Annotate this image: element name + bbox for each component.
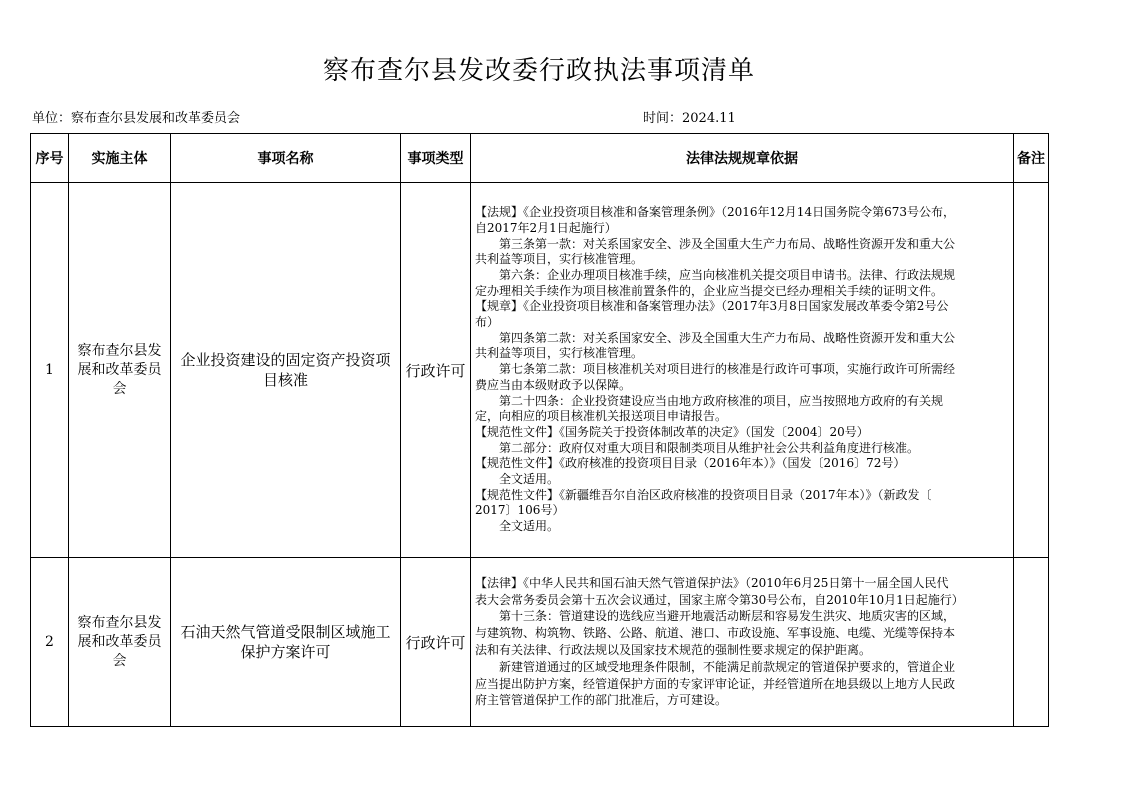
- legal-basis-line: 第七条第二款：项目核准机关对项目进行的核准是行政许可事项，实施行政许可所需经: [499, 362, 956, 377]
- table-row: [31, 558, 1049, 727]
- row-item-type: 行政许可: [401, 558, 471, 727]
- table-row: [31, 183, 1049, 558]
- row-org: 察布查尔县发展和改革委员会: [69, 183, 171, 558]
- legal-basis-line: 【规范性文件】《国务院关于投资体制改革的决定》（国发〔2004〕20号）: [475, 424, 869, 439]
- legal-basis-line: 第三条第一款：对关系国家安全、涉及全国重大生产力布局、战略性资源开发和重大公: [499, 236, 956, 251]
- legal-basis-line: 与建筑物、构筑物、铁路、公路、航道、港口、市政设施、军事设施、电缆、光缆等保持本: [475, 626, 956, 641]
- legal-basis-line: 【规范性文件】《政府核准的投资项目目录（2016年本）》（国发〔2016〕72号）: [475, 456, 906, 471]
- legal-basis-line: 定，向相应的项目核准机关报送项目申请报告。: [475, 409, 728, 424]
- header-type: 事项类型: [401, 134, 471, 183]
- legal-basis-line: 【法律】《中华人民共和国石油天然气管道保护法》（2010年6月25日第十一届全国人民代: [475, 575, 949, 590]
- header-basis: 法律法规规章依据: [471, 134, 1014, 183]
- row-item-type: 行政许可: [401, 183, 471, 558]
- row-item-name: 企业投资建设的固定资产投资项目核准: [171, 183, 401, 558]
- legal-basis-line: 新建管道通过的区域受地理条件限制，不能满足前款规定的管道保护要求的，管道企业: [499, 659, 956, 674]
- header-note: 备注: [1014, 134, 1049, 183]
- legal-basis-line: 共利益等项目，实行核准管理。: [475, 252, 644, 267]
- header-org: 实施主体: [69, 134, 171, 183]
- row-legal-basis: [471, 183, 1014, 558]
- legal-basis-line: 法和有关法律、行政法规以及国家技术规范的强制性要求规定的保护距离。: [475, 643, 872, 657]
- legal-basis-line: 费应当由本级财政予以保障。: [475, 377, 632, 392]
- legal-basis-line: 布）: [475, 315, 500, 330]
- time-label: 时间：2024.11: [643, 111, 736, 126]
- legal-basis-line: 表大会常务委员会第十五次会议通过，国家主席令第30号公布，自2010年10月1日起施行）: [475, 592, 964, 607]
- row-item-name: 石油天然气管道受限制区域施工保护方案许可: [171, 558, 401, 727]
- page-title: 察布查尔县发改委行政执法事项清单: [322, 56, 755, 86]
- row-legal-basis: [471, 558, 1014, 727]
- legal-basis-line: 第四条第二款：对关系国家安全、涉及全国重大生产力布局、战略性资源开发和重大公: [499, 330, 956, 345]
- legal-basis-line: 第六条：企业办理项目核准手续，应当向核准机关提交项目申请书。法律、行政法规规: [499, 267, 956, 282]
- legal-basis-line: 2017〕106号）: [475, 503, 565, 518]
- legal-basis-line: 全文适用。: [499, 472, 560, 487]
- header-no: 序号: [31, 134, 69, 183]
- table-header-row: [31, 134, 1049, 183]
- row-org: 察布查尔县发展和改革委员会: [69, 558, 171, 727]
- unit-label: 单位：察布查尔县发展和改革委员会: [32, 111, 241, 126]
- enforcement-items-table: [30, 133, 1049, 727]
- header-name: 事项名称: [171, 134, 401, 183]
- legal-basis-line: 第十三条：管道建设的选线应当避开地震活动断层和容易发生洪灾、地质灾害的区域，: [499, 609, 956, 624]
- row-no: 2: [31, 558, 69, 727]
- legal-basis-line: 第二十四条：企业投资建设应当由地方政府核准的项目，应当按照地方政府的有关规: [499, 393, 944, 408]
- legal-basis-line: 【法规】《企业投资项目核准和备案管理条例》（2016年12月14日国务院令第673号公布，: [475, 205, 955, 220]
- legal-basis-line: 第二部分：政府仅对重大项目和限制类项目从维护社会公共利益角度进行核准。: [499, 440, 920, 455]
- legal-basis-line: 全文适用。: [499, 519, 560, 534]
- legal-basis-line: 自2017年2月1日起施行）: [475, 220, 617, 235]
- row-no: 1: [31, 183, 69, 558]
- legal-basis-line: 府主管管道保护工作的部门批准后，方可建设。: [475, 693, 728, 708]
- legal-basis-line: 定办理相关手续作为项目核准前置条件的，企业应当提交已经办理相关手续的证明文件。: [475, 283, 944, 298]
- legal-basis-line: 【规范性文件】《新疆维吾尔自治区政府核准的投资项目目录（2017年本）》（新政发〔: [475, 487, 932, 502]
- row-note: [1014, 183, 1049, 558]
- legal-basis-line: 【规章】《企业投资项目核准和备案管理办法》（2017年3月8日国家发展改革委令第2号公: [475, 299, 949, 314]
- legal-basis-line: 共利益等项目，实行核准管理。: [475, 346, 644, 361]
- row-note: [1014, 558, 1049, 727]
- legal-basis-line: 应当提出防护方案，经管道保护方面的专家评审论证，并经管道所在地县级以上地方人民政: [475, 676, 956, 691]
